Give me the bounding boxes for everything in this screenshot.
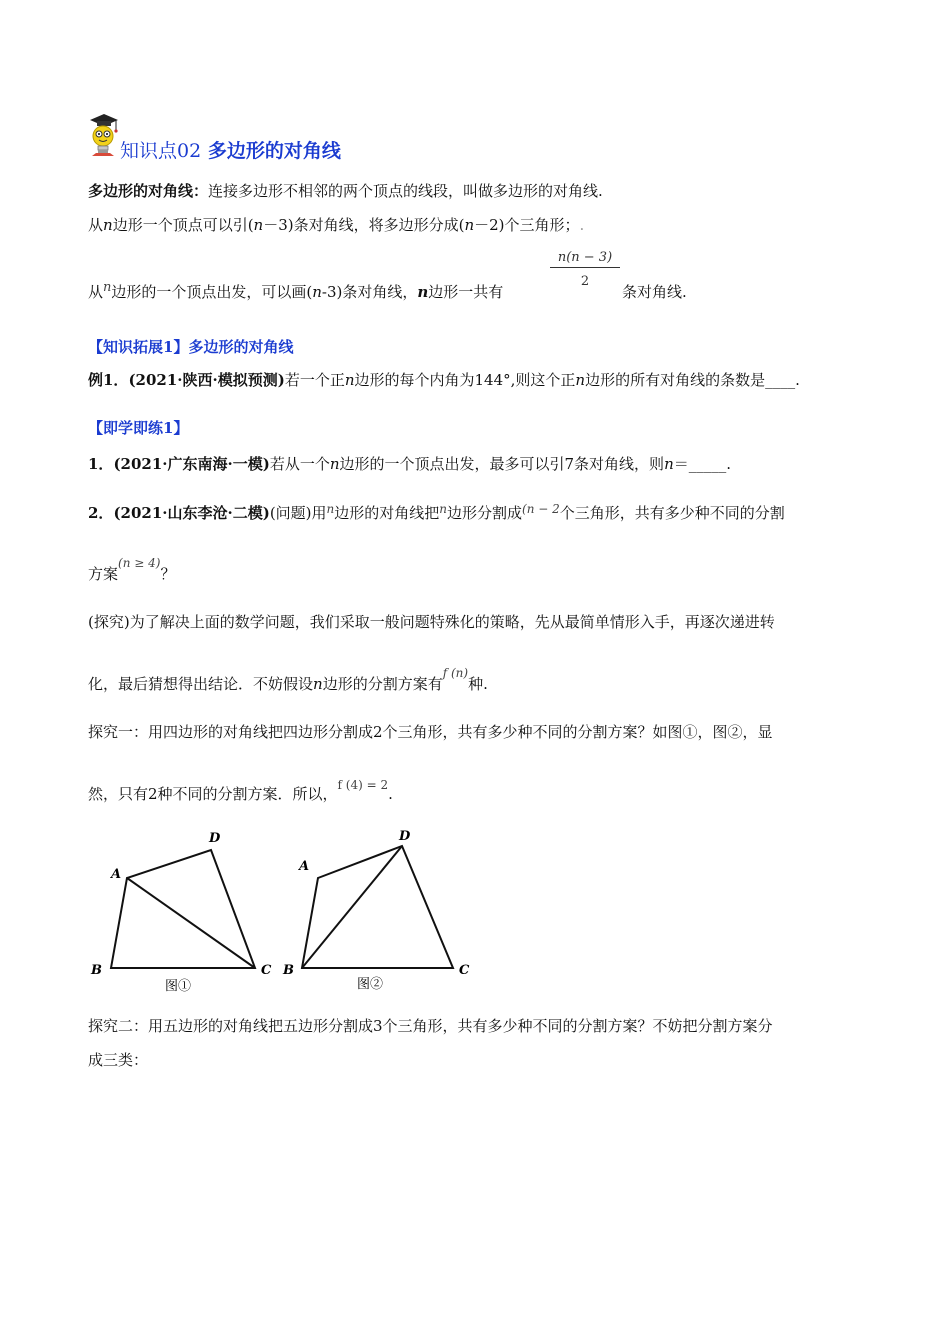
text-segment: 边形一个顶点可以引(	[112, 216, 254, 234]
fraction-denominator: 2	[580, 274, 590, 289]
definition-text: 连接多边形不相邻的两个顶点的线段，叫做多边形的对角线.	[208, 182, 603, 200]
example-1	[88, 370, 800, 390]
fig2-label-b: B	[283, 963, 294, 978]
explore-line2	[88, 666, 488, 695]
definition-line	[88, 181, 603, 201]
heading-icon-wrap	[86, 112, 120, 158]
example-label: 例1．	[88, 371, 129, 389]
title-text: 多边形的对角线	[207, 140, 341, 162]
quadrilateral-figures	[85, 822, 485, 997]
fig1-label-d: D	[209, 831, 221, 846]
text-segment: 化，最后猜想得出结论．不妨假设	[88, 675, 314, 693]
text-segment: 边形的一个顶点出发，最多可以引7条对角线，则	[339, 455, 665, 473]
title-prefix: 知识点	[120, 140, 178, 162]
fig2-label-c: C	[459, 963, 470, 978]
text-segment: ＝_____.	[673, 455, 732, 473]
math-n: n	[312, 283, 322, 301]
fig2-label-d: D	[399, 829, 411, 844]
text-segment: 若从一个	[269, 455, 330, 473]
math-n: n	[417, 283, 429, 301]
math-n: n	[329, 455, 340, 473]
question-1	[88, 454, 731, 474]
math-n: n	[326, 502, 335, 516]
graduate-bulb-icon	[86, 112, 120, 158]
definition-term: 多边形的对角线：	[88, 182, 209, 200]
diagonal-count-fraction	[550, 250, 620, 289]
question-number: 1．	[88, 455, 114, 473]
title-number: 02	[177, 140, 202, 162]
text-segment: 条对角线.	[622, 283, 687, 301]
section-title	[120, 136, 341, 163]
question-number: 2．	[88, 504, 114, 522]
math-n: n	[664, 455, 674, 473]
extension-label: 【知识拓展1】多边形的对角线	[88, 338, 294, 356]
example-source: (2021·陕西·模拟预测)	[128, 371, 285, 389]
math-expression: (n − 2	[522, 502, 560, 516]
fig2-caption: 图②	[357, 977, 384, 992]
question-source: (2021·广东南海·一模)	[113, 455, 270, 473]
text-segment: 边形的对角线把	[334, 504, 440, 522]
practice-label: 【即学即练1】	[88, 419, 189, 437]
text-segment: －3)条对角线，将多边形分成(	[263, 216, 465, 234]
text-segment: －2)个三角形；	[474, 216, 580, 234]
math-n: n	[313, 675, 323, 693]
text-segment: .	[579, 216, 585, 234]
fig1-label-a: A	[111, 867, 122, 882]
total-diagonals-line	[88, 282, 503, 304]
text-segment: 边形的每个内角为144°,则这个正	[354, 371, 576, 389]
fraction-numerator: n(n − 3)	[550, 250, 620, 268]
math-n: n	[103, 280, 112, 295]
explore2-line1: 探究二：用五边形的对角线把五边形分割成3个三角形，共有多少种不同的分割方案？不妨把分割方案分	[88, 1017, 773, 1035]
question-source: (2021·山东李沧·二模)	[113, 504, 270, 522]
explore2-line2: 成三类：	[88, 1051, 149, 1069]
text-segment: ？	[160, 565, 176, 583]
text-segment: 从	[88, 216, 104, 234]
fig1-diagonal-ac	[127, 878, 255, 968]
fig1-caption: 图①	[165, 979, 192, 994]
math-n: n	[439, 502, 448, 516]
math-n: n	[253, 216, 264, 234]
math-n: n	[103, 216, 113, 234]
vertex-diagonals-line	[88, 215, 584, 235]
text-segment: .	[388, 785, 393, 803]
text-segment: 边形的所有对角线的条数是____.	[585, 371, 800, 389]
explore1-line1: 探究一：用四边形的对角线把四边形分割成2个三角形，共有多少种不同的分割方案？如图①，图②，显	[88, 723, 773, 741]
math-expression: f (n)	[442, 666, 469, 680]
question-2-line1	[88, 503, 785, 524]
text-segment: -3)条对角线，	[321, 283, 418, 301]
fig2-quadrilateral	[302, 846, 453, 968]
text-segment: 边形的一个顶点出发，可以画(	[111, 283, 313, 301]
text-segment: 从	[88, 283, 104, 301]
text-segment: 然，只有2种不同的分割方案．所以，	[88, 785, 338, 803]
fig2-label-a: A	[299, 859, 310, 874]
fig1-quadrilateral	[111, 850, 255, 968]
math-expression: f (4) = 2	[337, 778, 389, 792]
math-expression: (n ≥ 4)	[118, 556, 161, 570]
text-segment: 种.	[468, 675, 488, 693]
fig1-label-c: C	[261, 963, 272, 978]
math-n: n	[464, 216, 475, 234]
explore1-line2	[88, 778, 393, 805]
text-segment: (问题)用	[269, 504, 327, 522]
text-segment: 边形分割成	[447, 504, 523, 522]
math-n: n	[575, 371, 586, 389]
fig1-label-b: B	[91, 963, 102, 978]
total-diagonals-tail	[622, 282, 687, 302]
text-segment: 方案	[88, 565, 119, 583]
text-segment: 若一个正	[284, 371, 345, 389]
math-n: n	[344, 371, 355, 389]
text-segment: 边形一共有	[428, 283, 504, 301]
text-segment: 边形的分割方案有	[322, 675, 443, 693]
explore-line1: (探究)为了解决上面的数学问题，我们采取一般问题特殊化的策略，先从最简单情形入手，再逐次递进转	[88, 613, 775, 631]
text-segment: 个三角形，共有多少种不同的分割	[559, 504, 785, 522]
